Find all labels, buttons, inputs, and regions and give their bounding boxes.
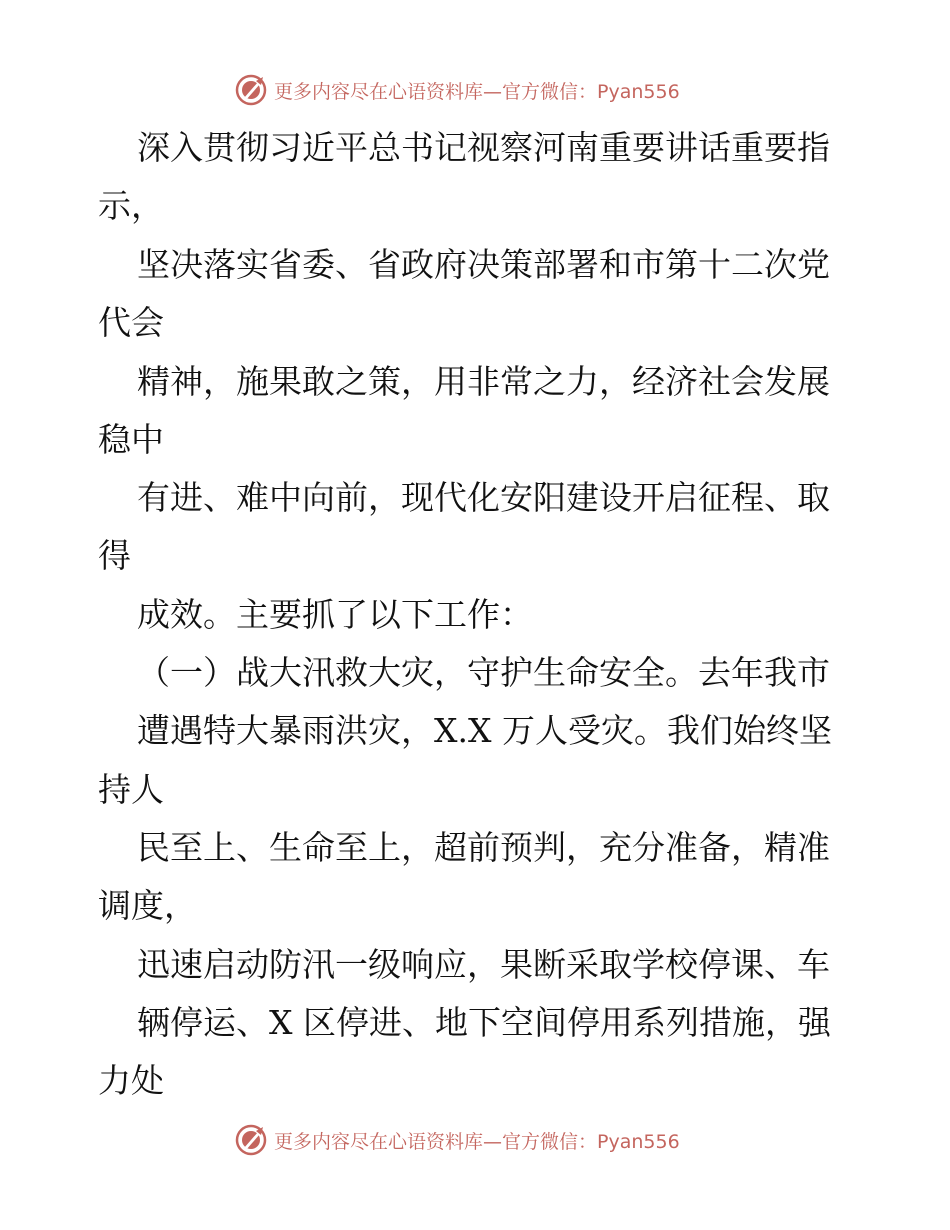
body-line: 调度，	[98, 886, 197, 925]
body-line: 力处	[98, 1061, 164, 1100]
footer-watermark	[234, 1123, 754, 1157]
watermark-text: 更多内容尽在心语资料库—官方微信：Pyan556	[274, 1130, 680, 1153]
body-line: 持人	[98, 770, 164, 809]
body-line: 代会	[98, 303, 164, 342]
body-line: 成效。主要抓了以下工作：	[137, 595, 533, 634]
body-line: 得	[98, 536, 131, 575]
body-line: 坚决落实省委、省政府决策部署和市第十二次党	[137, 245, 830, 284]
body-line: 精神，施果敢之策，用非常之力，经济社会发展	[137, 362, 830, 401]
body-line: 深入贯彻习近平总书记视察河南重要讲话重要指	[137, 128, 830, 167]
body-line: （一）战大汛救大灾，守护生命安全。去年我市	[137, 653, 830, 692]
body-line: 示，	[98, 186, 164, 225]
body-line: 迅速启动防汛一级响应，果断采取学校停课、车	[137, 945, 830, 984]
body-line: 稳中	[98, 420, 164, 459]
quill-seal-icon	[234, 73, 268, 107]
body-line: 民至上、生命至上，超前预判，充分准备，精准	[137, 828, 830, 867]
watermark-text: 更多内容尽在心语资料库—官方微信：Pyan556	[274, 80, 680, 103]
body-line: 有进、难中向前，现代化安阳建设开启征程、取	[137, 478, 830, 517]
header-watermark	[234, 73, 754, 107]
body-line: 遭遇特大暴雨洪灾，X.X 万人受灾。我们始终坚	[137, 711, 832, 750]
body-line: 辆停运、X 区停进、地下空间停用系列措施，强	[137, 1003, 831, 1042]
quill-seal-icon	[234, 1123, 268, 1157]
